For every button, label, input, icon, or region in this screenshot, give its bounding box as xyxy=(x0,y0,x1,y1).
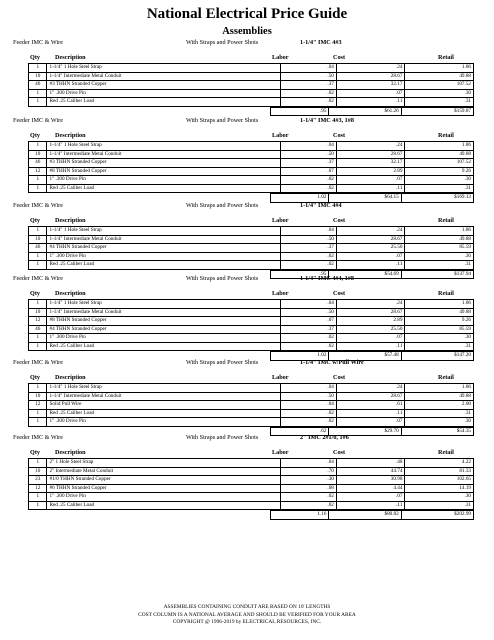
table-row xyxy=(29,418,474,427)
item-cost: .11 xyxy=(336,501,405,510)
col-qty: Qty xyxy=(30,449,40,456)
column-headers xyxy=(0,289,494,299)
item-labor: .37 xyxy=(281,325,336,334)
section-assembly-size: 2" IMC 2#1/0, 1#6 xyxy=(300,434,349,441)
item-description: #1/0 THHN Stranded Copper xyxy=(47,476,281,485)
item-retail: .30 xyxy=(405,89,474,98)
col-description: Description xyxy=(55,449,86,456)
table-row xyxy=(29,392,474,401)
item-qty: 1 xyxy=(29,89,47,98)
item-labor: .08 xyxy=(281,484,336,493)
column-headers xyxy=(0,216,494,226)
col-cost: Cost xyxy=(333,217,346,224)
col-labor: Labor xyxy=(272,217,289,224)
col-retail: Retail xyxy=(438,290,454,297)
item-retail: 49.88 xyxy=(405,72,474,81)
assembly-section xyxy=(0,273,494,361)
page-subtitle: Assemblies xyxy=(222,26,272,37)
item-qty: 12 xyxy=(29,167,47,176)
item-labor: .50 xyxy=(281,392,336,401)
section-straps-label: With Straps and Power Shots xyxy=(186,39,259,46)
section-feeder-label: Feeder IMC & Wire xyxy=(13,117,63,124)
item-cost: .11 xyxy=(336,409,405,418)
item-retail: 81.33 xyxy=(405,467,474,476)
item-cost: .24 xyxy=(336,142,405,151)
item-qty: 46 xyxy=(29,325,47,334)
section-straps-label: With Straps and Power Shots xyxy=(186,202,259,209)
item-description: 1" .300 Drive Pin xyxy=(47,493,281,502)
item-labor: .02 xyxy=(281,184,336,193)
total-cost: $29.70 xyxy=(329,427,401,436)
item-labor: .02 xyxy=(281,334,336,343)
table-row xyxy=(29,64,474,73)
item-labor: .50 xyxy=(281,235,336,244)
item-retail: 1.86 xyxy=(405,227,474,236)
item-qty: 1 xyxy=(29,261,47,270)
item-retail: .31 xyxy=(405,501,474,510)
item-cost: .48 xyxy=(336,459,405,468)
col-description: Description xyxy=(55,54,86,61)
table-row xyxy=(29,459,474,468)
item-cost: .24 xyxy=(336,64,405,73)
item-labor: .02 xyxy=(281,501,336,510)
item-labor: .04 xyxy=(281,64,336,73)
section-feeder-label: Feeder IMC & Wire xyxy=(13,434,63,441)
total-labor: .95 xyxy=(271,270,329,279)
section-header xyxy=(0,37,494,49)
col-cost: Cost xyxy=(333,449,346,456)
table-row xyxy=(29,342,474,351)
table-row xyxy=(29,384,474,393)
item-labor: .04 xyxy=(281,401,336,410)
item-description: 1-1/4" 1 Hole Steel Strap xyxy=(47,227,281,236)
item-qty: 1 xyxy=(29,501,47,510)
item-cost: .07 xyxy=(336,89,405,98)
table-row xyxy=(29,81,474,90)
item-description: Red .25 Caliber Load xyxy=(47,98,281,107)
item-cost: 28.67 xyxy=(336,72,405,81)
table-row xyxy=(29,184,474,193)
col-description: Description xyxy=(55,290,86,297)
item-cost: 4.44 xyxy=(336,484,405,493)
item-retail: 49.88 xyxy=(405,150,474,159)
item-cost: 28.67 xyxy=(336,308,405,317)
item-cost: 2.89 xyxy=(336,167,405,176)
items-table xyxy=(28,458,474,510)
item-labor: .04 xyxy=(281,384,336,393)
item-qty: 1 xyxy=(29,252,47,261)
item-retail: 1.86 xyxy=(405,64,474,73)
item-description: 1-1/4" 1 Hole Steel Strap xyxy=(47,300,281,309)
item-labor: .04 xyxy=(281,459,336,468)
col-labor: Labor xyxy=(272,132,289,139)
col-retail: Retail xyxy=(438,54,454,61)
totals-row xyxy=(271,511,474,520)
section-assembly-size: 1-1/4" IMC 4#3 xyxy=(300,39,342,46)
section-header xyxy=(0,200,494,212)
section-header xyxy=(0,273,494,285)
item-description: 1" .300 Drive Pin xyxy=(47,252,281,261)
item-retail: 49.88 xyxy=(405,235,474,244)
item-cost: .61 xyxy=(336,401,405,410)
item-qty: 46 xyxy=(29,244,47,253)
item-qty: 10 xyxy=(29,150,47,159)
item-cost: 28.67 xyxy=(336,392,405,401)
item-labor: .50 xyxy=(281,150,336,159)
table-row xyxy=(29,150,474,159)
section-assembly-size: 1-1/4" IMC w/Pull Wire xyxy=(300,359,364,366)
col-qty: Qty xyxy=(30,374,40,381)
item-cost: 28.67 xyxy=(336,235,405,244)
item-labor: .02 xyxy=(281,342,336,351)
item-retail: 107.52 xyxy=(405,159,474,168)
total-retail: $202.99 xyxy=(401,511,473,520)
item-retail: 85.59 xyxy=(405,244,474,253)
item-qty: 1 xyxy=(29,184,47,193)
item-description: 1-1/4" Intermediate Metal Conduit xyxy=(47,235,281,244)
column-headers xyxy=(0,53,494,63)
item-qty: 1 xyxy=(29,342,47,351)
item-labor: .02 xyxy=(281,89,336,98)
item-retail: 1.86 xyxy=(405,300,474,309)
assembly-section xyxy=(0,432,494,520)
item-cost: .24 xyxy=(336,384,405,393)
table-row xyxy=(29,142,474,151)
table-row xyxy=(29,308,474,317)
item-description: Solid Pull Wire xyxy=(47,401,281,410)
item-labor: .04 xyxy=(281,142,336,151)
item-retail: 14.19 xyxy=(405,484,474,493)
item-retail: .30 xyxy=(405,493,474,502)
total-retail: $54.35 xyxy=(401,427,473,436)
item-cost: 32.17 xyxy=(336,159,405,168)
item-labor: .07 xyxy=(281,317,336,326)
total-cost: $54.69 xyxy=(329,270,401,279)
item-cost: 28.67 xyxy=(336,150,405,159)
col-labor: Labor xyxy=(272,449,289,456)
item-labor: .02 xyxy=(281,252,336,261)
total-retail: $159.87 xyxy=(401,107,473,116)
item-description: 1-1/4" 1 Hole Steel Strap xyxy=(47,142,281,151)
col-qty: Qty xyxy=(30,217,40,224)
item-qty: 1 xyxy=(29,409,47,418)
item-qty: 1 xyxy=(29,418,47,427)
item-qty: 1 xyxy=(29,300,47,309)
col-qty: Qty xyxy=(30,290,40,297)
item-description: 1" .300 Drive Pin xyxy=(47,418,281,427)
item-qty: 1 xyxy=(29,334,47,343)
item-description: #8 THHN Stranded Copper xyxy=(47,167,281,176)
item-qty: 10 xyxy=(29,72,47,81)
column-headers xyxy=(0,448,494,458)
item-qty: 1 xyxy=(29,176,47,185)
section-straps-label: With Straps and Power Shots xyxy=(186,359,259,366)
assembly-section xyxy=(0,200,494,279)
item-description: 1-1/4" 1 Hole Steel Strap xyxy=(47,64,281,73)
item-labor: .02 xyxy=(281,176,336,185)
item-qty: 1 xyxy=(29,384,47,393)
item-labor: .30 xyxy=(281,476,336,485)
item-retail: .31 xyxy=(405,98,474,107)
table-row xyxy=(29,325,474,334)
item-description: 1-1/4" Intermediate Metal Conduit xyxy=(47,150,281,159)
table-row xyxy=(29,484,474,493)
item-description: Red .25 Caliber Load xyxy=(47,261,281,270)
item-description: #8 THHN Stranded Copper xyxy=(47,317,281,326)
item-labor: .02 xyxy=(281,409,336,418)
item-qty: 1 xyxy=(29,459,47,468)
item-retail: 85.59 xyxy=(405,325,474,334)
item-cost: .11 xyxy=(336,98,405,107)
item-cost: .24 xyxy=(336,227,405,236)
column-headers xyxy=(0,373,494,383)
totals-table xyxy=(270,510,474,520)
item-cost: .11 xyxy=(336,261,405,270)
item-retail: 102.65 xyxy=(405,476,474,485)
item-labor: .70 xyxy=(281,467,336,476)
footer-line-1: ASSEMBLIES CONTAINING CONDUIT ARE BASED ON 10' LENGTHS xyxy=(163,604,331,610)
item-qty: 1 xyxy=(29,142,47,151)
col-cost: Cost xyxy=(333,290,346,297)
item-description: 2" 1 Hole Steel Strap xyxy=(47,459,281,468)
item-labor: .02 xyxy=(281,493,336,502)
item-labor: .07 xyxy=(281,167,336,176)
item-qty: 12 xyxy=(29,484,47,493)
item-qty: 12 xyxy=(29,317,47,326)
item-labor: .02 xyxy=(281,418,336,427)
total-cost: $80.82 xyxy=(329,511,401,520)
item-description: 1-1/4" Intermediate Metal Conduit xyxy=(47,392,281,401)
item-labor: .02 xyxy=(281,261,336,270)
item-description: Red .25 Caliber Load xyxy=(47,409,281,418)
table-row xyxy=(29,501,474,510)
total-labor: 1.02 xyxy=(271,194,329,203)
item-retail: .30 xyxy=(405,176,474,185)
item-cost: .07 xyxy=(336,252,405,261)
col-labor: Labor xyxy=(272,290,289,297)
section-assembly-size: 1-1/4" IMC 4#4, 1#8 xyxy=(300,275,354,282)
footer-line-2: COST COLUMN IS A NATIONAL AVERAGE AND SHOULD BE VERIFIED FOR YOUR AREA xyxy=(138,611,356,618)
col-description: Description xyxy=(55,132,86,139)
item-qty: 1 xyxy=(29,227,47,236)
item-qty: 23 xyxy=(29,476,47,485)
section-header xyxy=(0,432,494,444)
total-cost: $64.15 xyxy=(329,194,401,203)
item-description: #4 THHN Stranded Copper xyxy=(47,244,281,253)
item-labor: .04 xyxy=(281,300,336,309)
item-retail: 107.52 xyxy=(405,81,474,90)
col-retail: Retail xyxy=(438,449,454,456)
table-row xyxy=(29,89,474,98)
table-row xyxy=(29,334,474,343)
section-straps-label: With Straps and Power Shots xyxy=(186,434,259,441)
item-retail: 1.86 xyxy=(405,384,474,393)
item-labor: .04 xyxy=(281,227,336,236)
col-retail: Retail xyxy=(438,132,454,139)
item-cost: 25.50 xyxy=(336,244,405,253)
total-labor: .95 xyxy=(271,107,329,116)
table-row xyxy=(29,409,474,418)
item-retail: .31 xyxy=(405,261,474,270)
total-retail: $137.94 xyxy=(401,270,473,279)
col-qty: Qty xyxy=(30,54,40,61)
item-qty: 10 xyxy=(29,467,47,476)
item-cost: .07 xyxy=(336,418,405,427)
footer-line-3: COPYRIGHT @ 1996-2019 by ELECTRICAL RESOURCES, INC. xyxy=(172,619,322,625)
item-cost: 25.50 xyxy=(336,325,405,334)
total-labor: .62 xyxy=(271,427,329,436)
col-qty: Qty xyxy=(30,132,40,139)
section-header xyxy=(0,357,494,369)
section-feeder-label: Feeder IMC & Wire xyxy=(13,202,63,209)
section-assembly-size: 1-1/4" IMC 4#3, 1#8 xyxy=(300,117,354,124)
items-table xyxy=(28,63,474,107)
col-cost: Cost xyxy=(333,54,346,61)
table-row xyxy=(29,244,474,253)
item-description: #3 THHN Stranded Copper xyxy=(47,81,281,90)
section-straps-label: With Straps and Power Shots xyxy=(186,275,259,282)
item-description: 1-1/4" 1 Hole Steel Strap xyxy=(47,384,281,393)
item-labor: .02 xyxy=(281,98,336,107)
item-cost: .24 xyxy=(336,300,405,309)
item-qty: 1 xyxy=(29,493,47,502)
table-row xyxy=(29,493,474,502)
col-description: Description xyxy=(55,217,86,224)
item-cost: 44.74 xyxy=(336,467,405,476)
item-cost: 32.17 xyxy=(336,81,405,90)
item-description: 1" .300 Drive Pin xyxy=(47,89,281,98)
total-retail: $147.20 xyxy=(401,352,473,361)
item-labor: .37 xyxy=(281,81,336,90)
col-labor: Labor xyxy=(272,374,289,381)
section-feeder-label: Feeder IMC & Wire xyxy=(13,39,63,46)
total-retail: $169.13 xyxy=(401,194,473,203)
assembly-section xyxy=(0,357,494,436)
item-description: #3 THHN Stranded Copper xyxy=(47,159,281,168)
item-description: 1-1/4" Intermediate Metal Conduit xyxy=(47,308,281,317)
total-cost: $61.26 xyxy=(329,107,401,116)
item-description: 2" Intermediate Metal Conduit xyxy=(47,467,281,476)
item-retail: .31 xyxy=(405,184,474,193)
table-row xyxy=(29,235,474,244)
item-retail: .31 xyxy=(405,342,474,351)
item-description: #4 THHN Stranded Copper xyxy=(47,325,281,334)
items-table xyxy=(28,141,474,193)
table-row xyxy=(29,227,474,236)
items-table xyxy=(28,226,474,270)
item-cost: .11 xyxy=(336,184,405,193)
table-row xyxy=(29,252,474,261)
table-row xyxy=(29,98,474,107)
item-description: Red .25 Caliber Load xyxy=(47,501,281,510)
table-row xyxy=(29,167,474,176)
total-cost: $57.48 xyxy=(329,352,401,361)
section-straps-label: With Straps and Power Shots xyxy=(186,117,259,124)
item-qty: 1 xyxy=(29,64,47,73)
item-qty: 46 xyxy=(29,81,47,90)
table-row xyxy=(29,176,474,185)
item-labor: .37 xyxy=(281,159,336,168)
total-labor: 1.02 xyxy=(271,352,329,361)
table-row xyxy=(29,401,474,410)
item-description: 1-1/4" Intermediate Metal Conduit xyxy=(47,72,281,81)
table-row xyxy=(29,72,474,81)
item-qty: 10 xyxy=(29,308,47,317)
page-title: National Electrical Price Guide xyxy=(146,6,348,22)
col-description: Description xyxy=(55,374,86,381)
item-retail: 9.26 xyxy=(405,317,474,326)
item-retail: 9.26 xyxy=(405,167,474,176)
table-row xyxy=(29,261,474,270)
total-labor: 1.16 xyxy=(271,511,329,520)
item-cost: .11 xyxy=(336,342,405,351)
item-labor: .50 xyxy=(281,308,336,317)
item-cost: .07 xyxy=(336,334,405,343)
col-retail: Retail xyxy=(438,374,454,381)
table-row xyxy=(29,159,474,168)
item-qty: 1 xyxy=(29,98,47,107)
col-cost: Cost xyxy=(333,132,346,139)
item-retail: 4.22 xyxy=(405,459,474,468)
section-assembly-size: 1-1/4" IMC 4#4 xyxy=(300,202,342,209)
item-cost: .07 xyxy=(336,176,405,185)
item-qty: 12 xyxy=(29,401,47,410)
section-header xyxy=(0,115,494,127)
item-retail: 49.88 xyxy=(405,308,474,317)
item-description: 1" .300 Drive Pin xyxy=(47,176,281,185)
item-cost: 2.89 xyxy=(336,317,405,326)
item-description: Red .25 Caliber Load xyxy=(47,342,281,351)
items-table xyxy=(28,299,474,351)
assembly-section xyxy=(0,37,494,116)
col-retail: Retail xyxy=(438,217,454,224)
item-description: #6 THHN Stranded Copper xyxy=(47,484,281,493)
footer-notes xyxy=(0,604,494,627)
table-row xyxy=(29,467,474,476)
item-retail: .30 xyxy=(405,334,474,343)
item-cost: .07 xyxy=(336,493,405,502)
item-retail: .30 xyxy=(405,418,474,427)
table-row xyxy=(29,476,474,485)
col-labor: Labor xyxy=(272,54,289,61)
item-retail: 1.86 xyxy=(405,142,474,151)
item-description: Red .25 Caliber Load xyxy=(47,184,281,193)
item-labor: .37 xyxy=(281,244,336,253)
section-feeder-label: Feeder IMC & Wire xyxy=(13,359,63,366)
item-cost: 30.98 xyxy=(336,476,405,485)
item-retail: .30 xyxy=(405,252,474,261)
item-retail: 2.00 xyxy=(405,401,474,410)
item-qty: 10 xyxy=(29,235,47,244)
section-feeder-label: Feeder IMC & Wire xyxy=(13,275,63,282)
item-retail: 49.88 xyxy=(405,392,474,401)
item-qty: 10 xyxy=(29,392,47,401)
table-row xyxy=(29,300,474,309)
items-table xyxy=(28,383,474,427)
item-description: 1" .300 Drive Pin xyxy=(47,334,281,343)
item-labor: .50 xyxy=(281,72,336,81)
item-qty: 46 xyxy=(29,159,47,168)
assembly-section xyxy=(0,115,494,203)
column-headers xyxy=(0,131,494,141)
table-row xyxy=(29,317,474,326)
item-retail: .31 xyxy=(405,409,474,418)
col-cost: Cost xyxy=(333,374,346,381)
